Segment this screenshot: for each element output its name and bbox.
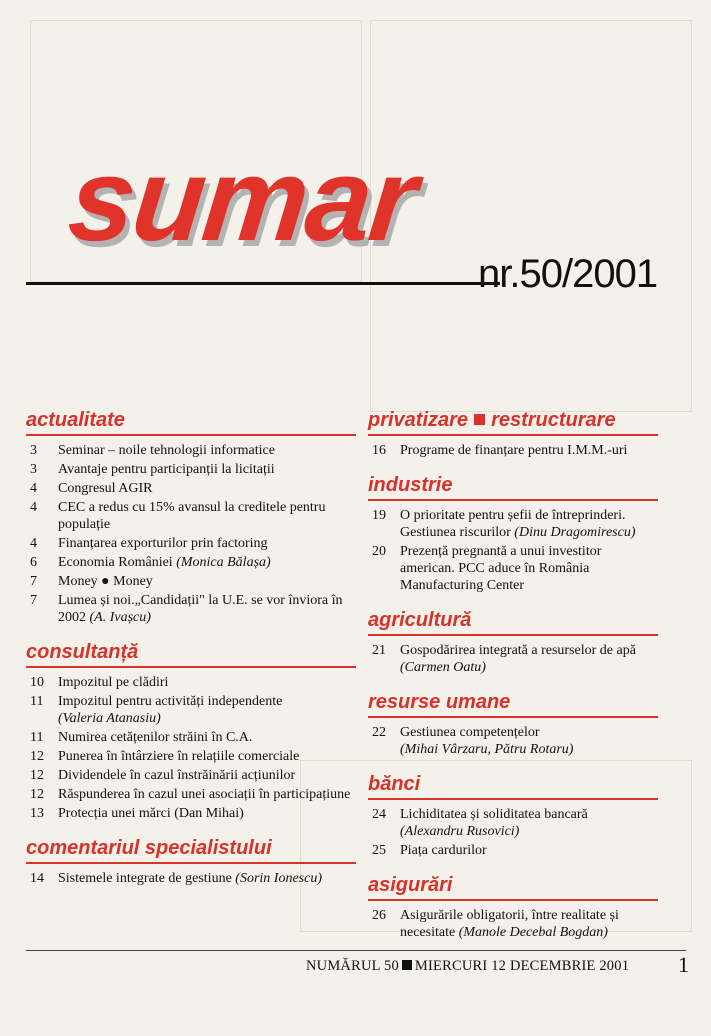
issue-number: nr.50/2001	[478, 252, 658, 296]
toc-item[interactable]: 22 Gestiunea competențelor (Mihai Vârzaru, Pătru Rotaru)	[368, 724, 658, 758]
section-actualitate	[26, 408, 356, 626]
section-asigurari	[368, 873, 658, 941]
footer-rule	[26, 950, 686, 951]
issue-footer: NUMĂRUL 50 MIERCURI 12 DECEMBRIE 2001	[306, 958, 630, 974]
author: (Dan Mihai)	[174, 806, 244, 821]
toc-item[interactable]: 10 Impozitul pe clădiri	[30, 675, 169, 690]
author: (Sorin Ionescu)	[235, 871, 322, 886]
section-heading: asigurări	[368, 873, 658, 901]
toc-item[interactable]: 19 O prioritate pentru șefii de întreprinderi. Gestiunea riscurilor (Dinu Dragomirescu)	[372, 508, 636, 540]
section-heading: actualitate	[26, 408, 356, 436]
toc-item[interactable]: 11 Numirea cetățenilor străini în C.A.	[30, 730, 253, 745]
author: (Manole Decebal Bogdan)	[458, 925, 608, 940]
section-industrie	[368, 473, 658, 594]
toc-item[interactable]: 20 Prezență pregnantă a unui investitor american. PCC aduce în România Manufacturing Center	[372, 544, 602, 593]
toc-item[interactable]: 12 Dividendele în cazul înstrăinării acțiunilor	[30, 768, 296, 783]
author: (A. Ivașcu)	[89, 610, 151, 625]
author: (Dinu Dragomirescu)	[514, 525, 636, 540]
masthead	[63, 134, 490, 266]
toc-item[interactable]: 12 Răspunderea în cazul unei asociații în participațiune	[30, 787, 351, 802]
toc-item[interactable]: 16 Programe de finanțare pentru I.M.M.-uri	[372, 443, 628, 458]
sumar-logo: sumar	[63, 134, 422, 266]
toc-item[interactable]: 3 Seminar – noile tehnologii informatice	[30, 443, 275, 458]
section-privatizare	[368, 408, 658, 459]
author: (Alexandru Rusovici)	[400, 824, 520, 839]
toc-item[interactable]: 13 Protecția unei mărci (Dan Mihai)	[30, 806, 244, 821]
contents-left-column	[26, 408, 356, 901]
toc-item[interactable]: 11 Impozitul pentru activități independente (Valeria Atanasiu)	[26, 693, 356, 727]
section-consultanta	[26, 640, 356, 822]
section-banci	[368, 772, 658, 859]
contents-right-column	[368, 408, 658, 955]
author: (Mihai Vârzaru, Pătru Rotaru)	[400, 742, 574, 757]
toc-item[interactable]: 24 Lichiditatea și soliditatea bancară (Alexandru Rusovici)	[368, 806, 658, 840]
section-heading: comentariul specialistului	[26, 836, 356, 864]
toc-item[interactable]: 7 Money ● Money	[30, 574, 153, 589]
square-bullet-icon	[402, 960, 412, 970]
section-heading: bănci	[368, 772, 658, 800]
toc-item[interactable]: 4 Congresul AGIR	[30, 481, 153, 496]
masthead-rule	[26, 282, 500, 285]
toc-item[interactable]: 4 CEC a redus cu 15% avansul la creditele pentru populație	[30, 500, 326, 532]
author: (Carmen Oatu)	[400, 660, 486, 675]
toc-item[interactable]: 3 Avantaje pentru participanții la licitații	[30, 462, 275, 477]
author: (Monica Bălașa)	[176, 555, 271, 570]
toc-item[interactable]: 12 Punerea în întârziere în relațiile comerciale	[30, 749, 300, 764]
section-agricultura	[368, 608, 658, 676]
toc-item[interactable]: 4 Finanțarea exporturilor prin factoring	[30, 536, 268, 551]
section-heading: resurse umane	[368, 690, 658, 718]
author: (Valeria Atanasiu)	[58, 711, 161, 726]
toc-item[interactable]: 26 Asigurările obligatorii, între realitate și necesitate (Manole Decebal Bogdan)	[372, 908, 619, 940]
section-heading: agricultură	[368, 608, 658, 636]
section-heading: consultanță	[26, 640, 356, 668]
toc-item[interactable]: 7 Lumea și noi.„Candidații" la U.E. se vor înviora în 2002 (A. Ivașcu)	[30, 593, 343, 625]
section-resurse-umane	[368, 690, 658, 758]
section-comentariul-specialistului	[26, 836, 356, 887]
section-heading: industrie	[368, 473, 658, 501]
page-number: 1	[678, 952, 689, 977]
toc-item[interactable]: 6 Economia României (Monica Bălașa)	[30, 555, 271, 570]
square-bullet-icon	[474, 414, 485, 425]
section-heading: privatizare restructurare	[368, 408, 658, 436]
toc-item[interactable]: 25 Piața cardurilor	[372, 843, 487, 858]
toc-item[interactable]: 21 Gospodărirea integrată a resurselor de apă (Carmen Oatu)	[368, 642, 658, 676]
toc-item[interactable]: 14 Sistemele integrate de gestiune (Sorin Ionescu)	[30, 871, 322, 886]
